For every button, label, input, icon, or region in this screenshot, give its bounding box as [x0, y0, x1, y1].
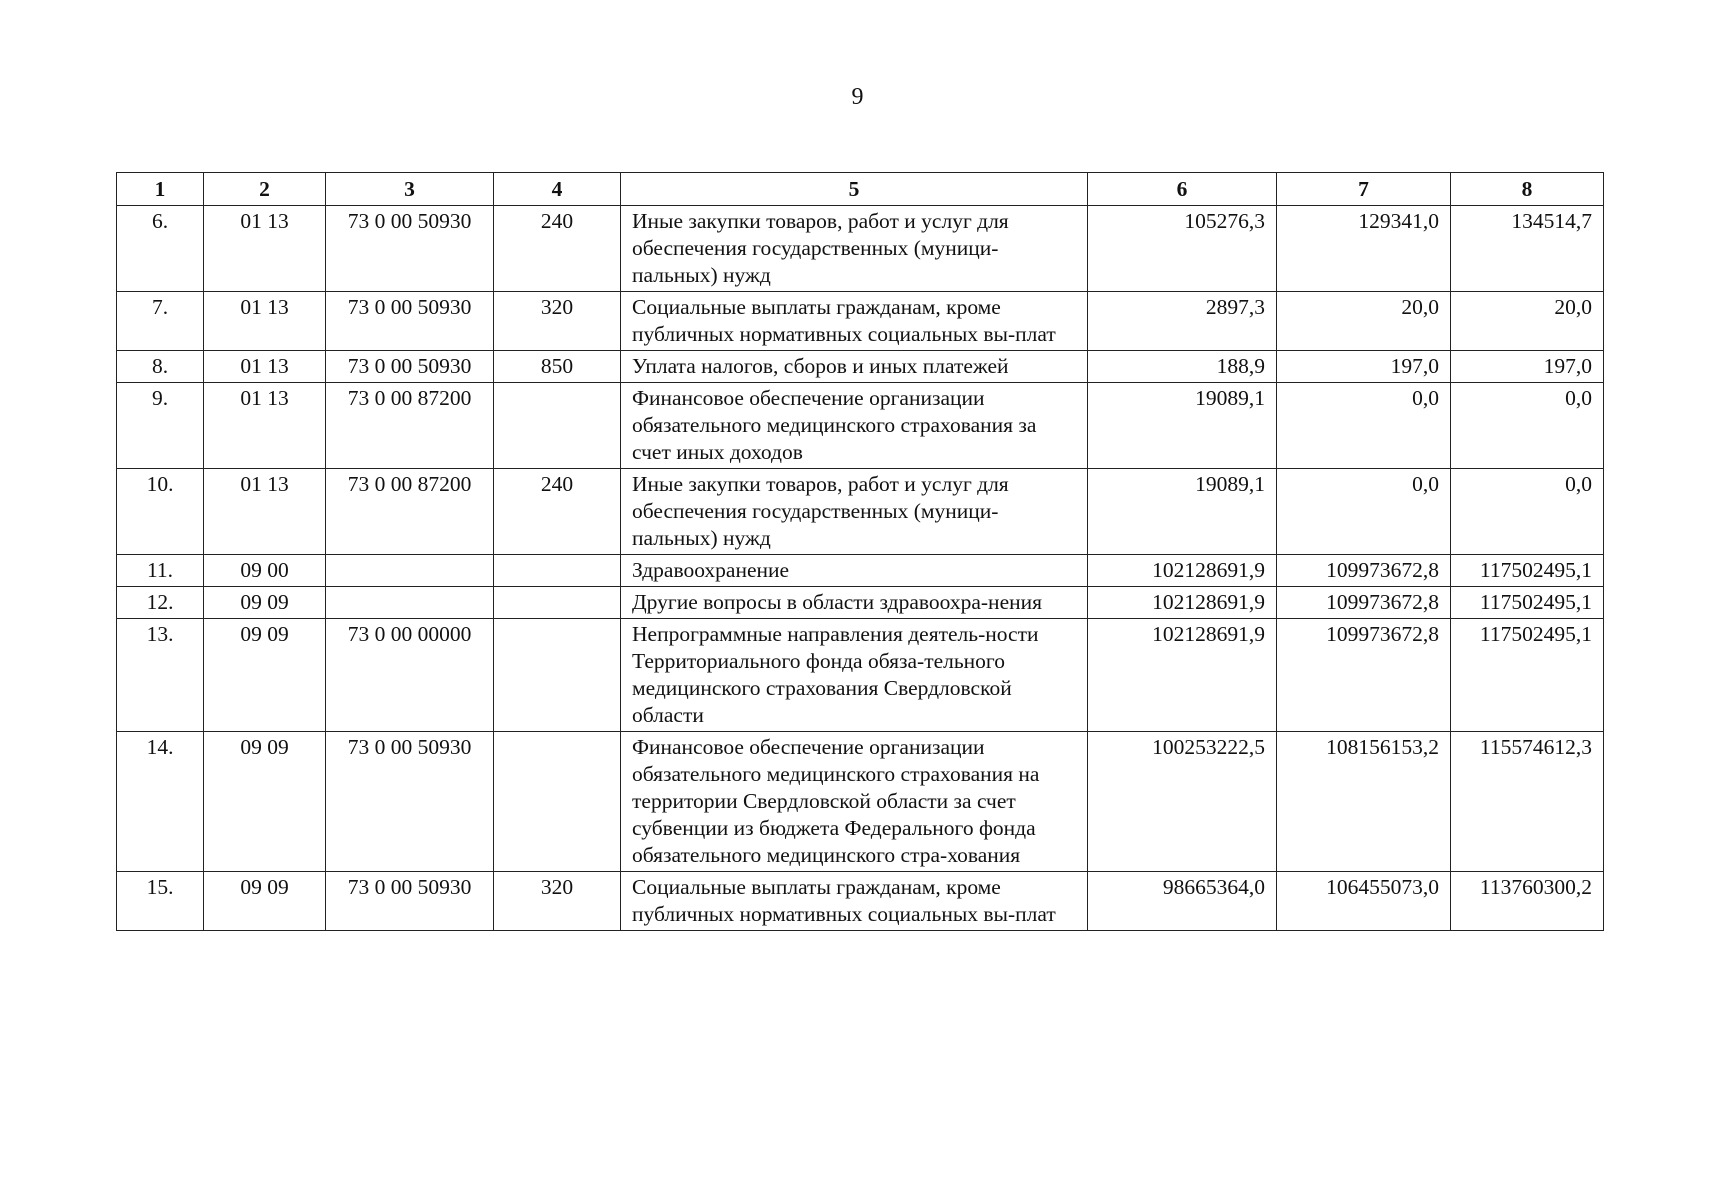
section-code: 09 09 [204, 587, 326, 619]
item-name: Иные закупки товаров, работ и услуг для обеспечения государственных (муници-пальных) нужд [621, 206, 1088, 292]
section-code: 01 13 [204, 383, 326, 469]
amount-col8: 113760300,2 [1451, 872, 1604, 931]
row-number: 8. [117, 351, 204, 383]
item-name: Непрограммные направления деятель-ности Территориального фонда обяза-тельного медицинского страхования Свердловской области [621, 619, 1088, 732]
amount-col6: 102128691,9 [1088, 587, 1277, 619]
item-name: Другие вопросы в области здравоохра-нения [621, 587, 1088, 619]
amount-col8: 0,0 [1451, 383, 1604, 469]
column-header: 5 [621, 173, 1088, 206]
target-code: 73 0 00 87200 [326, 383, 494, 469]
table-row [117, 469, 1604, 555]
column-header: 3 [326, 173, 494, 206]
item-name: Социальные выплаты гражданам, кроме публичных нормативных социальных вы-плат [621, 292, 1088, 351]
row-number: 10. [117, 469, 204, 555]
target-code: 73 0 00 00000 [326, 619, 494, 732]
amount-col7: 0,0 [1277, 383, 1451, 469]
row-number: 15. [117, 872, 204, 931]
kind-code [494, 555, 621, 587]
table-row [117, 351, 1604, 383]
amount-col7: 0,0 [1277, 469, 1451, 555]
column-header: 2 [204, 173, 326, 206]
kind-code [494, 619, 621, 732]
section-code: 09 09 [204, 619, 326, 732]
row-number: 6. [117, 206, 204, 292]
amount-col7: 197,0 [1277, 351, 1451, 383]
amount-col7: 109973672,8 [1277, 619, 1451, 732]
target-code: 73 0 00 50930 [326, 206, 494, 292]
table-row [117, 619, 1604, 732]
row-number: 12. [117, 587, 204, 619]
amount-col6: 19089,1 [1088, 469, 1277, 555]
amount-col6: 98665364,0 [1088, 872, 1277, 931]
amount-col7: 129341,0 [1277, 206, 1451, 292]
column-header: 8 [1451, 173, 1604, 206]
target-code: 73 0 00 50930 [326, 872, 494, 931]
target-code: 73 0 00 50930 [326, 351, 494, 383]
kind-code [494, 732, 621, 872]
column-header: 1 [117, 173, 204, 206]
row-number: 9. [117, 383, 204, 469]
target-code: 73 0 00 87200 [326, 469, 494, 555]
row-number: 7. [117, 292, 204, 351]
item-name: Уплата налогов, сборов и иных платежей [621, 351, 1088, 383]
section-code: 09 09 [204, 872, 326, 931]
target-code: 73 0 00 50930 [326, 732, 494, 872]
kind-code: 240 [494, 206, 621, 292]
amount-col8: 115574612,3 [1451, 732, 1604, 872]
amount-col7: 20,0 [1277, 292, 1451, 351]
amount-col7: 106455073,0 [1277, 872, 1451, 931]
target-code [326, 587, 494, 619]
kind-code [494, 383, 621, 469]
section-code: 01 13 [204, 292, 326, 351]
item-name: Социальные выплаты гражданам, кроме публичных нормативных социальных вы-плат [621, 872, 1088, 931]
amount-col8: 20,0 [1451, 292, 1604, 351]
kind-code: 320 [494, 292, 621, 351]
amount-col8: 0,0 [1451, 469, 1604, 555]
amount-col8: 117502495,1 [1451, 619, 1604, 732]
item-name: Финансовое обеспечение организации обязательного медицинского страхования за счет иных доходов [621, 383, 1088, 469]
item-name: Финансовое обеспечение организации обязательного медицинского страхования на территории Свердловской области за счет субвенции из бюджета Федерального фонда обязательного медицинского стра-хования [621, 732, 1088, 872]
kind-code: 850 [494, 351, 621, 383]
amount-col8: 117502495,1 [1451, 587, 1604, 619]
row-number: 14. [117, 732, 204, 872]
table-row [117, 587, 1604, 619]
section-code: 09 00 [204, 555, 326, 587]
page-number: 9 [851, 84, 864, 110]
item-name: Здравоохранение [621, 555, 1088, 587]
amount-col6: 102128691,9 [1088, 619, 1277, 732]
amount-col8: 134514,7 [1451, 206, 1604, 292]
target-code [326, 555, 494, 587]
amount-col6: 2897,3 [1088, 292, 1277, 351]
amount-col7: 109973672,8 [1277, 587, 1451, 619]
kind-code: 240 [494, 469, 621, 555]
target-code: 73 0 00 50930 [326, 292, 494, 351]
header-row [117, 173, 1604, 206]
amount-col6: 19089,1 [1088, 383, 1277, 469]
table-row [117, 292, 1604, 351]
amount-col6: 105276,3 [1088, 206, 1277, 292]
amount-col6: 100253222,5 [1088, 732, 1277, 872]
table-row [117, 383, 1604, 469]
section-code: 09 09 [204, 732, 326, 872]
amount-col8: 117502495,1 [1451, 555, 1604, 587]
section-code: 01 13 [204, 206, 326, 292]
amount-col7: 108156153,2 [1277, 732, 1451, 872]
budget-table [116, 172, 1604, 931]
kind-code: 320 [494, 872, 621, 931]
column-header: 4 [494, 173, 621, 206]
table-row [117, 732, 1604, 872]
amount-col8: 197,0 [1451, 351, 1604, 383]
table-row [117, 555, 1604, 587]
row-number: 11. [117, 555, 204, 587]
item-name: Иные закупки товаров, работ и услуг для обеспечения государственных (муници-пальных) нужд [621, 469, 1088, 555]
column-header: 7 [1277, 173, 1451, 206]
kind-code [494, 587, 621, 619]
table-row [117, 206, 1604, 292]
section-code: 01 13 [204, 351, 326, 383]
amount-col7: 109973672,8 [1277, 555, 1451, 587]
amount-col6: 188,9 [1088, 351, 1277, 383]
amount-col6: 102128691,9 [1088, 555, 1277, 587]
table-row [117, 872, 1604, 931]
section-code: 01 13 [204, 469, 326, 555]
row-number: 13. [117, 619, 204, 732]
column-header: 6 [1088, 173, 1277, 206]
